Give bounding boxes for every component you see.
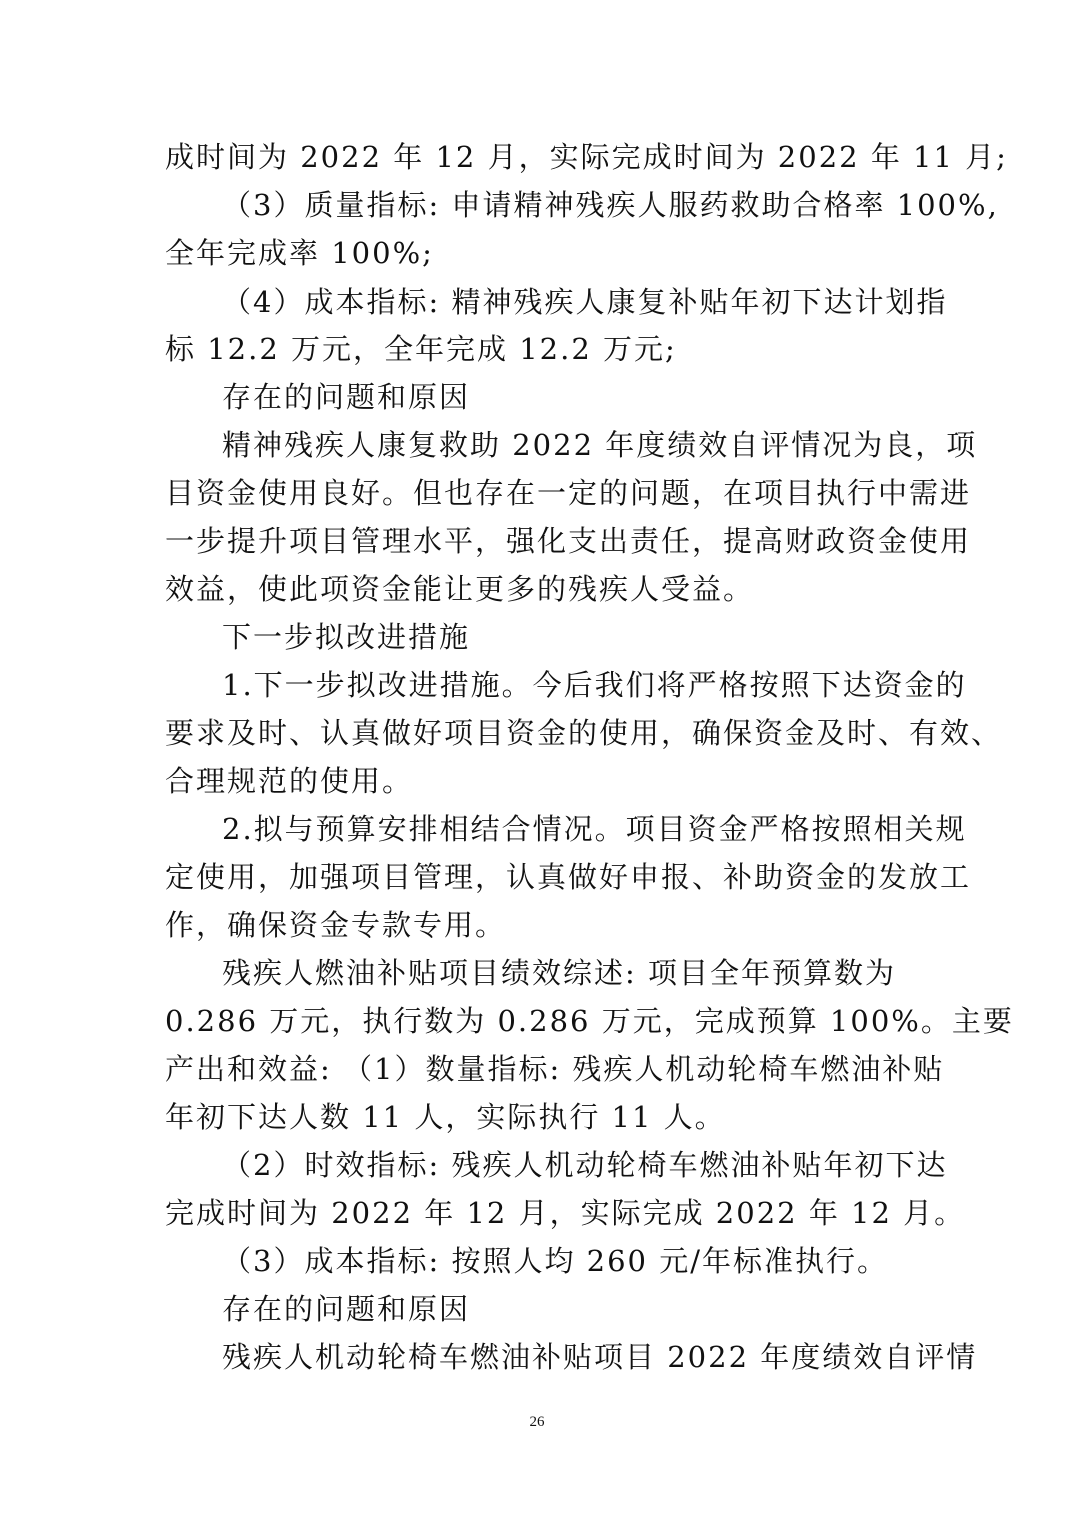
text-line-18: 残疾人燃油补贴项目绩效综述: 项目全年预算数为 xyxy=(222,956,896,990)
section-heading-improvements: 下一步拟改进措施 xyxy=(222,620,471,654)
text-line-22: （2）时效指标: 残疾人机动轮椅车燃油补贴年初下达 xyxy=(222,1148,948,1182)
text-line-26: 残疾人机动轮椅车燃油补贴项目 2022 年度绩效自评情 xyxy=(222,1340,978,1374)
text-line-17: 作，确保资金专款专用。 xyxy=(165,908,507,942)
text-line-10: 效益，使此项资金能让更多的残疾人受益。 xyxy=(165,572,755,606)
section-heading-problems: 存在的问题和原因 xyxy=(222,380,471,414)
page-number: 26 xyxy=(529,1414,545,1430)
text-line-5: 标 12.2 万元，全年完成 12.2 万元; xyxy=(165,332,677,366)
text-line-15: 2.拟与预算安排相结合情况。项目资金严格按照相关规 xyxy=(222,812,967,846)
section-heading-problems-2: 存在的问题和原因 xyxy=(222,1292,471,1326)
text-line-20: 产出和效益: （1）数量指标: 残疾人机动轮椅车燃油补贴 xyxy=(165,1052,945,1086)
text-line-23: 完成时间为 2022 年 12 月，实际完成 2022 年 12 月。 xyxy=(165,1196,966,1230)
text-line-21: 年初下达人数 11 人，实际执行 11 人。 xyxy=(165,1100,726,1134)
text-line-12: 1.下一步拟改进措施。今后我们将严格按照下达资金的 xyxy=(222,668,967,702)
text-line-24: （3）成本指标: 按照人均 260 元/年标准执行。 xyxy=(222,1244,888,1278)
text-line-13: 要求及时、认真做好项目资金的使用，确保资金及时、有效、 xyxy=(165,716,1003,750)
text-line-14: 合理规范的使用。 xyxy=(165,764,414,798)
text-line-19: 0.286 万元，执行数为 0.286 万元，完成预算 100%。主要 xyxy=(165,1004,1014,1038)
text-line-2: （3）质量指标: 申请精神残疾人服药救助合格率 100%, xyxy=(222,188,999,222)
text-line-8: 目资金使用良好。但也存在一定的问题，在项目执行中需进 xyxy=(165,476,972,510)
text-line-9: 一步提升项目管理水平，强化支出责任，提高财政资金使用 xyxy=(165,524,972,558)
text-line-3: 全年完成率 100%; xyxy=(165,236,434,270)
text-line-16: 定使用，加强项目管理，认真做好申报、补助资金的发放工 xyxy=(165,860,972,894)
text-line-7: 精神残疾人康复救助 2022 年度绩效自评情况为良，项 xyxy=(222,428,978,462)
text-line-1: 成时间为 2022 年 12 月，实际完成时间为 2022 年 11 月; xyxy=(165,140,1008,174)
text-line-4: （4）成本指标: 精神残疾人康复补贴年初下达计划指 xyxy=(222,285,948,319)
